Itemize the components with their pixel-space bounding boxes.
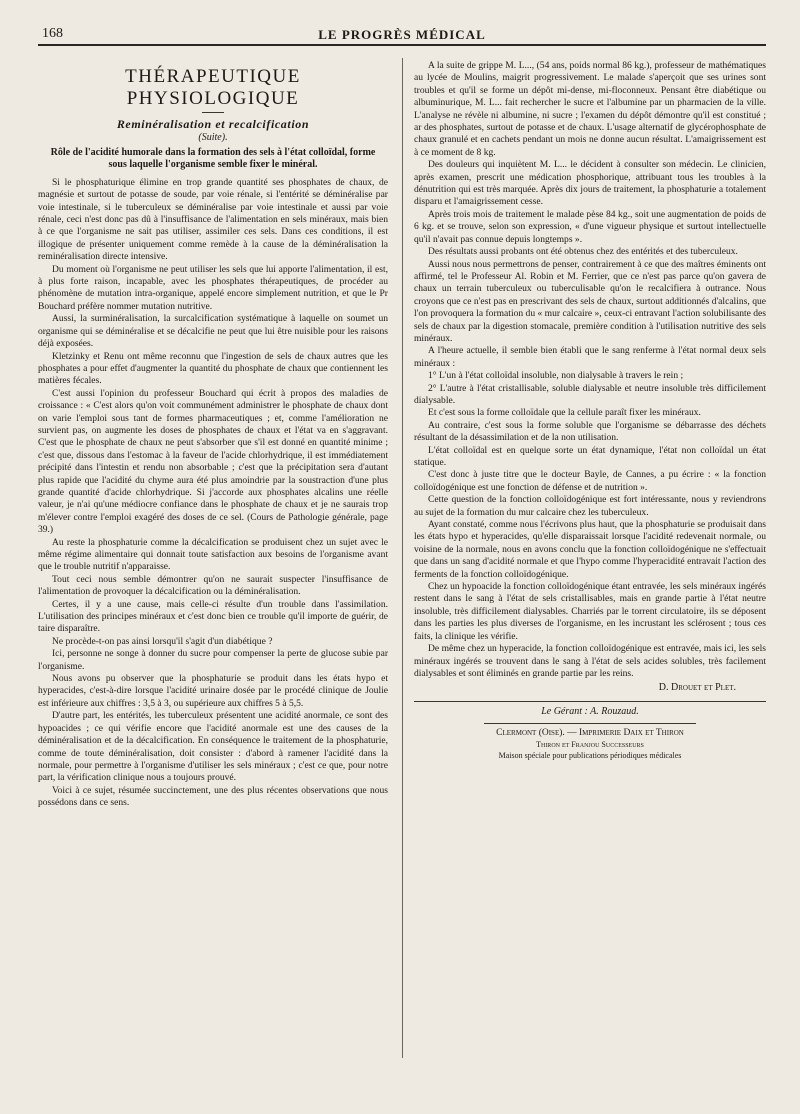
paragraph: Nous avons pu observer que la phosphaturie se produit dans les états hypo et hyperacides, c'est-à-dire lorsque l'acidité urinaire dosée par le procédé clinique de Joulie est inférieure aux chiffres : 3,5 à 3, ou supérieure aux chiffres 5 à 5,5. [38,673,388,709]
paragraph: Au reste la phosphaturie comme la décalcification se produisent chez un sujet avec le même régime alimentaire qui donnait toute satisfaction aux besoins de l'organisme avant que le trouble nutritif n'apparaisse. [38,536,388,573]
right-column [414,60,766,761]
printer-line: Clermont (Oise). — Imprimerie Daix et Thiron [496,727,684,738]
paragraph: Kletzinky et Renu ont même reconnu que l'ingestion de sels de chaux autres que les phosphates a pour effet d'augmenter la quantité du phosphate de chaux que contiennent les matières fécales. [38,350,388,387]
gerant-line: Le Gérant : A. Rouzaud. [541,705,639,717]
paragraph: Si le phosphaturique élimine en trop grande quantité ses phosphates de chaux, de magnésie et surtout de potasse de soude, par voie rénale, si l'entérité se déminéralise par voie intestinale, si le tuberculeux se déminéralise par voie intestinale et aussi par voie rénale, ceci n'est donc pas dû à l'insuffisance de l'alimentation en sels minéraux, mais bien à ce que l'organisme ne sait pas utiliser, assimiler ces sels. Dans ces conditions, il est illogique de présenter uniquement comme remède à la cause de la déminéralisation la reminéralisation directe intensive. [38,176,388,263]
paragraph: Chez un hypoacide la fonction colloïdogénique étant entravée, les sels minéraux ingérés restent dans le sang à l'état de sels cristallisables, mais en grande partie à l'état neutre insoluble, très difficilement dialysables. Charriés par le torrent circulatoire, ils se déposent dans les parties les plus diverses de l'organisme, en les incrustant les sclérosent ; tous ces faits, la clinique les vérifie. [414,581,766,642]
role-heading: Rôle de l'acidité humorale dans la formation des sels à l'état colloïdal, forme sous laquelle l'organisme semble fixer le minéral. [50,147,376,171]
paragraph: Ne procède-t-on pas ainsi lorsqu'il s'agit d'un diabétique ? [52,635,273,647]
paragraph: Voici à ce sujet, résumée succinctement, une des plus récentes observations que nous possédons dans ce sens. [38,784,388,809]
left-paragraphs [38,177,388,810]
left-column [38,66,388,810]
paragraph: C'est donc à juste titre que le docteur Bayle, de Cannes, a pu écrire : « la fonction colloïdogénique est une fonction de défense et de nutrition ». [414,469,766,493]
column-divider [402,58,403,1058]
successors-line: Thiron et Franjou Successeurs [536,739,644,749]
paragraph: Ici, personne ne songe à donner du sucre pour compenser la perte de glucose subie par l'organisme. [38,648,388,672]
footer-short-rule [484,723,695,724]
page-number: 168 [42,26,63,41]
paragraph: Ayant constaté, comme nous l'écrivons plus haut, que la phosphaturie se produisait dans les états hypo et hyperacides, qu'elle disparaissait lorsque l'acidité redevenait normale, ou voisine de la normale, nous en avons conclu que la fonction colloïdogénique ne s'effectuait que dans un sang d'acidité normale et que l'hypo comme l'hyperacidité entravait l'action des ferments de la fonction colloïdogénique. [414,519,766,580]
article-subtitle: Reminéralisation et recalcification [116,117,310,131]
paragraph: Après trois mois de traitement le malade pèse 84 kg., soit une augmentation de poids de 6 kg. et se trouve, selon son expression, « d'une vigueur physique et surtout intellectuelle qu'il n'avait pas connue depuis longtemps ». [414,208,766,245]
continuation-label: (Suite). [198,132,228,143]
printer-block [414,728,766,761]
house-line: Maison spéciale pour publications périodiques médicales [498,750,682,760]
paragraph: 2° L'autre à l'état cristallisable, soluble dialysable et neutre insoluble très difficilement dialysable. [414,382,766,406]
paragraph: De même chez un hyperacide, la fonction colloïdogénique est entravée, mais ici, les sels minéraux ingérés se trouvent dans le sang à l'état de sels acides solubles, très facilement dialysables et sont éliminés en grande partie par les reins. [414,643,766,679]
paragraph: Aussi, la surminéralisation, la surcalcification systématique à laquelle on soumet un organisme qui se déminéralise et se décalcifie ne peut que lui être nuisible pour les raisons déjà exposées. [38,313,388,350]
paragraph: L'état colloïdal est en quelque sorte un état dynamique, l'état non colloïdal un état statique. [414,444,766,468]
article-signature: D. Drouet et Plet. [658,682,736,694]
paragraph: Cette question de la fonction colloïdogénique est fort intéressante, nous y reviendrons au sujet de la formation du mur calcaire chez les tuberculeux. [414,494,766,518]
paragraph: Tout ceci nous semble démontrer qu'on ne saurait suspecter l'insuffisance de l'alimentation de provoquer la décalcification ou la déminéralisation. [38,573,388,598]
journal-title: LE PROGRÈS MÉDICAL [318,27,486,42]
paragraph: Au contraire, c'est sous la forme soluble que l'organisme se débarrasse des déchets résultant de la désassimilation et de la non utilisation. [414,419,766,444]
paragraph: D'autre part, les entérités, les tuberculeux présentent une acidité anormale, ce sont des hypoacides ; ce qui vérifie encore que l'acidité anormale est une des causes de la déminéralisation et de la décalcification. En conséquence le traitement de la phosphaturie, comme de toute déminéralisation, doit consister : d'abord à ramener l'acidité dans la normale, pour permettre à l'organisme d'utiliser les sels minéraux ; c'est ce que, pour notre part, la vérification clinique nous a toujours prouvé. [38,710,388,784]
paragraph: Et c'est sous la forme colloïdale que la cellule paraît fixer les minéraux. [428,407,701,419]
title-divider [202,112,224,113]
right-paragraphs [414,60,766,680]
paragraph: Des résultats aussi probants ont été obtenus chez des entérités et des tuberculeux. [428,246,738,258]
paragraph: A la suite de grippe M. L..., (54 ans, poids normal 86 kg.), professeur de mathématiques au lycée de Moulins, maigrit progressivement. Le malade s'aperçoit que ses urines sont troubles et qu'il se forme un dépôt mi-dense, mi-floconneux. Pensant être diabétique ou albuminurique, M. L... fait rechercher le sucre et l'albumine par un pharmacien de la ville. L'analyse ne révèle ni albumine, ni sucre ; l'examen du dépôt démontre qu'il est constitué ; ar des phosphates, surtout de potasse et de chaux. L'usage alternatif de glycérophosphate de chaux granulé et en cachets pendant un mois ne donne aucun résultat. L'amaigrissement est à ce moment de 8 kg. [414,60,766,158]
footer-rule [414,701,766,702]
paragraph: A l'heure actuelle, il semble bien établi que le sang renferme à l'état normal deux sels minéraux : [414,345,766,369]
paragraph: 1° L'un à l'état colloïdal insoluble, non dialysable à travers le rein ; [428,370,684,382]
header-rule [38,44,766,46]
paragraph: Du moment où l'organisme ne peut utiliser les sels que lui apporte l'alimentation, il est, à plus forte raison, incapable, avec les phosphates thérapeutiques, de procéder au phénomène de mutation intra-organique, appelé encore simplement nutrition, et que le Pr Bouchard préfère nommer mutation nutritive. [38,263,388,312]
paragraph: Certes, il y a une cause, mais celle-ci résulte d'un trouble dans l'assimilation. L'utilisation des principes minéraux et c'est donc bien ce trouble qu'il importe de guérir, de taire disparaître. [38,598,388,635]
page-header [38,24,766,46]
paragraph: Aussi nous nous permettrons de penser, contrairement à ce que des maîtres éminents ont affirmé, tel le Professeur Al. Robin et M. Ferrier, que ce n'est pas parce qu'on gavera de chaux un terrain tuberculeux ou tuberculisable qu'on le recalcifiera à outrance. Nous croyons que ce n'est pas en prescrivant des sels de chaux, surtout additionnés d'alcalins, que l'on provoquera la formation du « mur calcaire », ceux-ci entravant l'action solubilisante des sels de chaux par la digestion stomacale, première condition à l'utilisation nutritive des sels minéraux. [414,258,766,344]
paragraph: C'est aussi l'opinion du professeur Bouchard qui écrit à propos des maladies de croissance : « C'est alors qu'on voit communément administrer le phosphate de chaux dont on varie l'emploi sous tant de formes pharmaceutiques ; et, comme l'amélioration ne survient pas, on augmente les doses de phosphates de chaux et l'état va en s'aggravant. C'est que le phosphate de chaux ne peut s'absorber que s'il est donné en quantité minime ; c'est que, dissous dans l'estomac à la faveur de l'acide chlorhydrique, il est immédiatement précipité dans l'intestin et rendu non absorbable ; c'est que la précipitation sera d'autant plus rapide que l'acidité du chyme aura été plus amoindrie par la soustraction d'une plus grande quantité d'acide chlorhydrique. Si j'accorde aux phosphates alcalins une réelle valeur, je n'ai qu'une médiocre confiance dans le phosphate de chaux et je ne saurais trop m'élever contre l'emploi exagéré des doses de ce sel. (Cours de Pathologie générale, page 39.) [38,387,388,536]
paragraph: Des douleurs qui inquiètent M. L... le décident à consulter son médecin. Le clinicien, après examen, prescrit une médication phosphorique, attribuant tous les troubles à la dénutrition qui est très marquée. Après dix jours de traitement, la phosphaturie a totalement disparu et l'amaigrissement cesse. [414,159,766,208]
section-title: THÉRAPEUTIQUE PHYSIOLOGIQUE [125,66,301,109]
